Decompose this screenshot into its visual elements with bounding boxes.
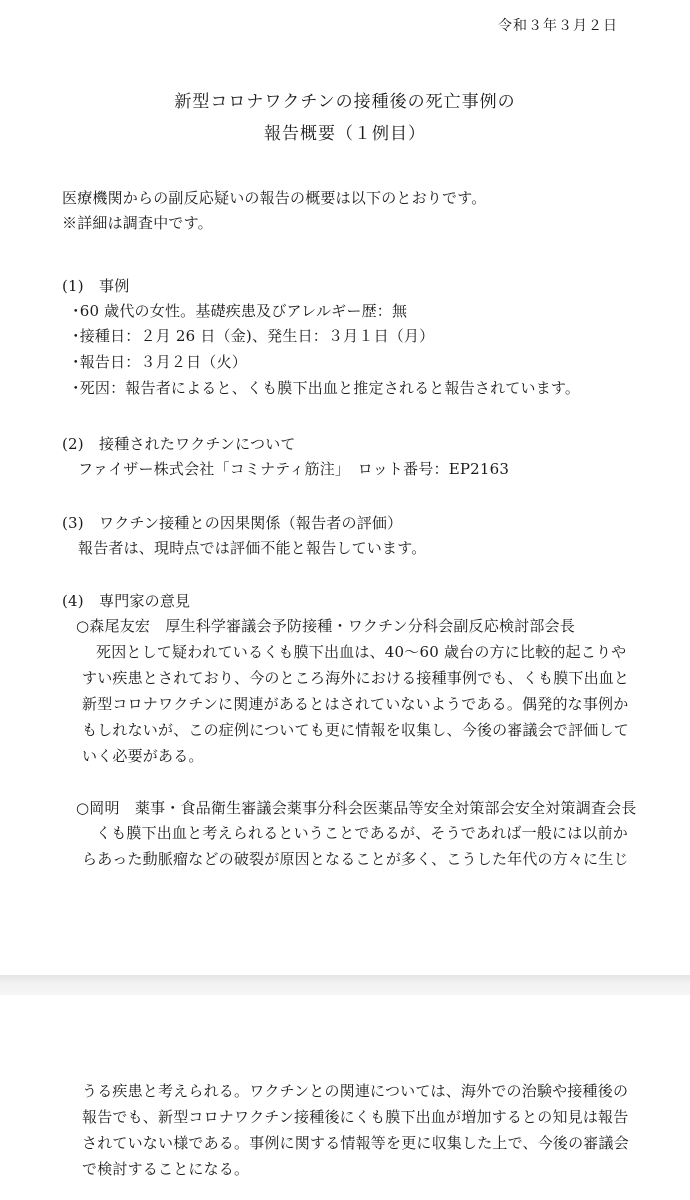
expert-1-comment-line: 新型コロナワクチンに関連があるとはされていないようである。偶発的な事例か <box>82 695 629 713</box>
expert-2-comment-line: らあった動脈瘤などの破裂が原因となることが多く、こうした年代の方々に生じ <box>82 850 629 868</box>
page-break <box>0 975 690 995</box>
expert-1-name: ○森尾友宏 厚生科学審議会予防接種・ワクチン分科会副反応検討部会長 <box>76 617 575 635</box>
expert-1-comment-line: 死因として疑われているくも膜下出血は、40～60 歳台の方に比較的起こりや <box>96 643 627 661</box>
section-3-body: 報告者は、現時点では評価不能と報告しています。 <box>78 539 427 557</box>
section-1-item: ･接種日：２月 26 日（金)、発生日：３月１日（月） <box>72 327 435 345</box>
expert-2-name: ○岡明 薬事・食品衛生審議会薬事分科会医薬品等安全対策部会安全対策調査会長 <box>76 799 637 817</box>
page-2-line: 報告でも、新型コロナワクチン接種後にくも膜下出血が増加するとの知見は報告 <box>82 1108 629 1126</box>
section-2-body: ファイザー株式会社「コミナティ筋注」 ロット番号：EP2163 <box>78 460 510 478</box>
section-4-heading: (4) 専門家の意見 <box>62 592 191 610</box>
section-1-heading: (1) 事例 <box>62 277 130 295</box>
intro-note: ※詳細は調査中です。 <box>62 214 213 232</box>
page-2-line: で検討することになる。 <box>82 1160 250 1178</box>
expert-2-comment-line: くも膜下出血と考えられるということであるが、そうであれば一般には以前か <box>96 824 629 842</box>
document-title-line-1: 新型コロナワクチンの接種後の死亡事例の <box>174 92 516 112</box>
intro-text: 医療機関からの副反応疑いの報告の概要は以下のとおりです。 <box>62 189 487 207</box>
section-1-item: ･死因：報告者によると、くも膜下出血と推定されると報告されています。 <box>72 379 581 397</box>
page-2-line: されていない様である。事例に関する情報等を更に収集した上で、今後の審議会 <box>82 1134 629 1152</box>
expert-1-comment-line: いく必要がある。 <box>82 747 204 765</box>
document-date: 令和３年３月２日 <box>498 18 618 34</box>
document-title-line-2: 報告概要（１例目） <box>264 124 426 144</box>
section-2-heading: (2) 接種されたワクチンについて <box>62 435 296 453</box>
expert-1-comment-line: もしれないが、この症例についても更に情報を収集し、今後の審議会で評価して <box>82 721 629 739</box>
section-3-heading: (3) ワクチン接種との因果関係（報告者の評価） <box>62 514 403 532</box>
document-page-2 <box>0 995 690 1200</box>
section-1-item: ･報告日：３月２日（火） <box>72 353 247 371</box>
section-1-item: ･60 歳代の女性。基礎疾患及びアレルギー歴：無 <box>72 302 408 320</box>
expert-1-comment-line: すい疾患とされており、今のところ海外における接種事例でも、くも膜下出血と <box>82 669 630 687</box>
page-2-line: うる疾患と考えられる。ワクチンとの関連については、海外での治験や接種後の <box>82 1082 629 1100</box>
